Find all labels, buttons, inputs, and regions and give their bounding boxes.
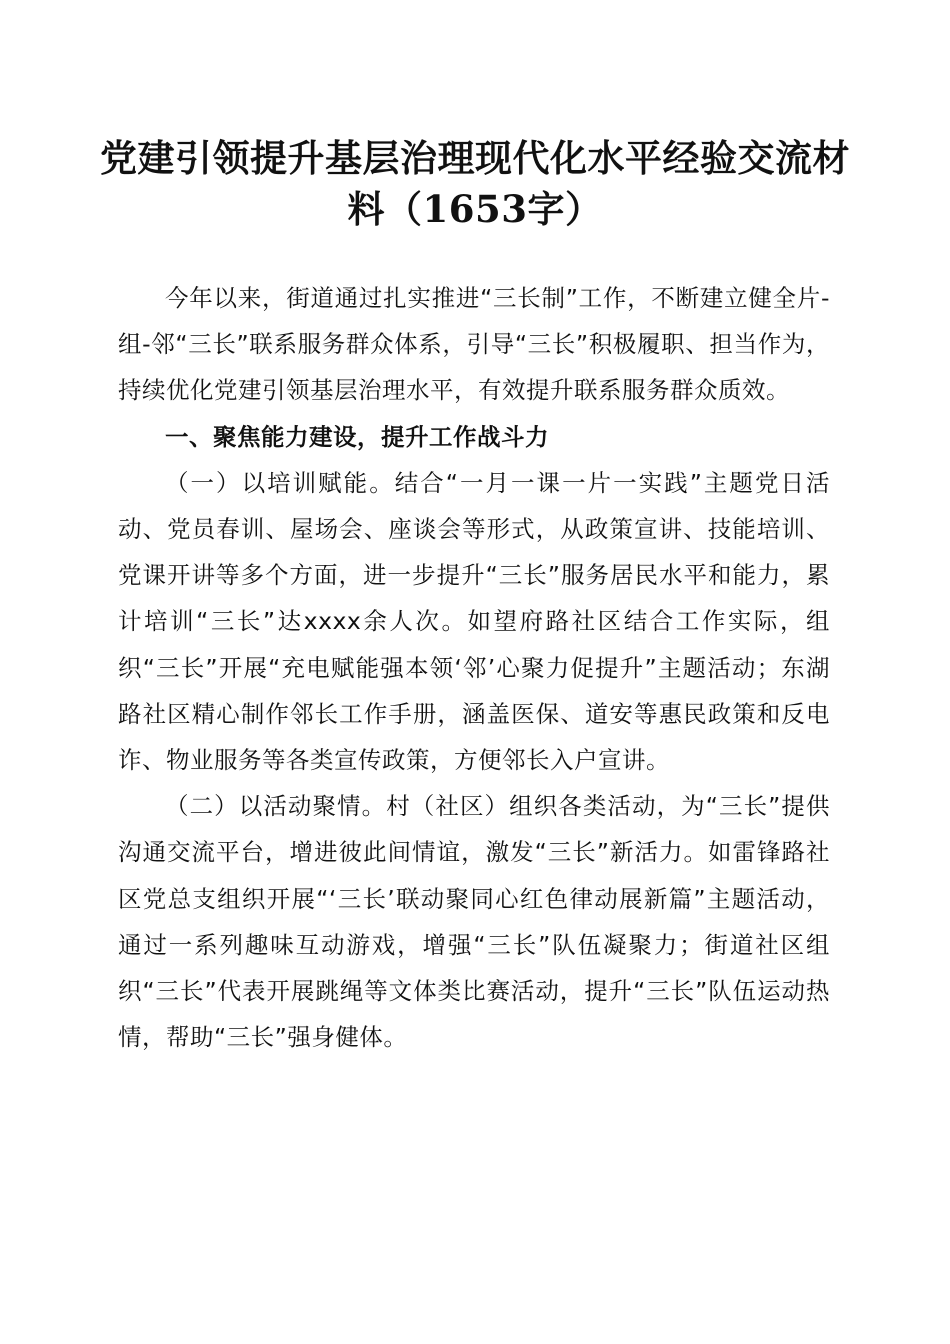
document-title	[100, 133, 850, 235]
intro-paragraph: 今年以来，街道通过扎实推进“三长制”工作，不断建立健全片-组-邻“三长”联系服务群众体系，引导“三长”积极履职、担当作为，持续优化党建引领基层治理水平，有效提升联系服务群众质效。	[118, 284, 830, 405]
subsection-2-paragraph: （二）以活动聚情。村（社区）组织各类活动，为“三长”提供沟通交流平台，增进彼此间情谊，激发“三长”新活力。如雷锋路社区党总支组织开展“‘三长’联动聚同心红色律动展新篇”主题活动，通过一系列趣味互动游戏，增强“三长”队伍凝聚力；街道社区组织“三长”代表开展跳绳等文体类比赛活动，提升“三长”队伍运动热情，帮助“三长”强身健体。	[118, 792, 830, 1052]
document-body	[118, 275, 830, 1060]
title-line-1: 党建引领提升基层治理现代化水平经验交流材	[100, 136, 850, 180]
title-line-2: 料（1653字）	[347, 187, 603, 231]
section-1-heading: 一、聚焦能力建设，提升工作战斗力	[165, 422, 549, 451]
subsection-1-paragraph: （一）以培训赋能。结合“一月一课一片一实践”主题党日活动、党员春训、屋场会、座谈会等形式，从政策宣讲、技能培训、党课开讲等多个方面，进一步提升“三长”服务居民水平和能力，累计培训“三长”达xxxx余人次。如望府路社区结合工作实际，组织“三长”开展“充电赋能强本领‘邻’心聚力促提升”主题活动；东湖路社区精心制作邻长工作手册，涵盖医保、道安等惠民政策和反电诈、物业服务等各类宣传政策，方便邻长入户宣讲。	[118, 468, 830, 775]
